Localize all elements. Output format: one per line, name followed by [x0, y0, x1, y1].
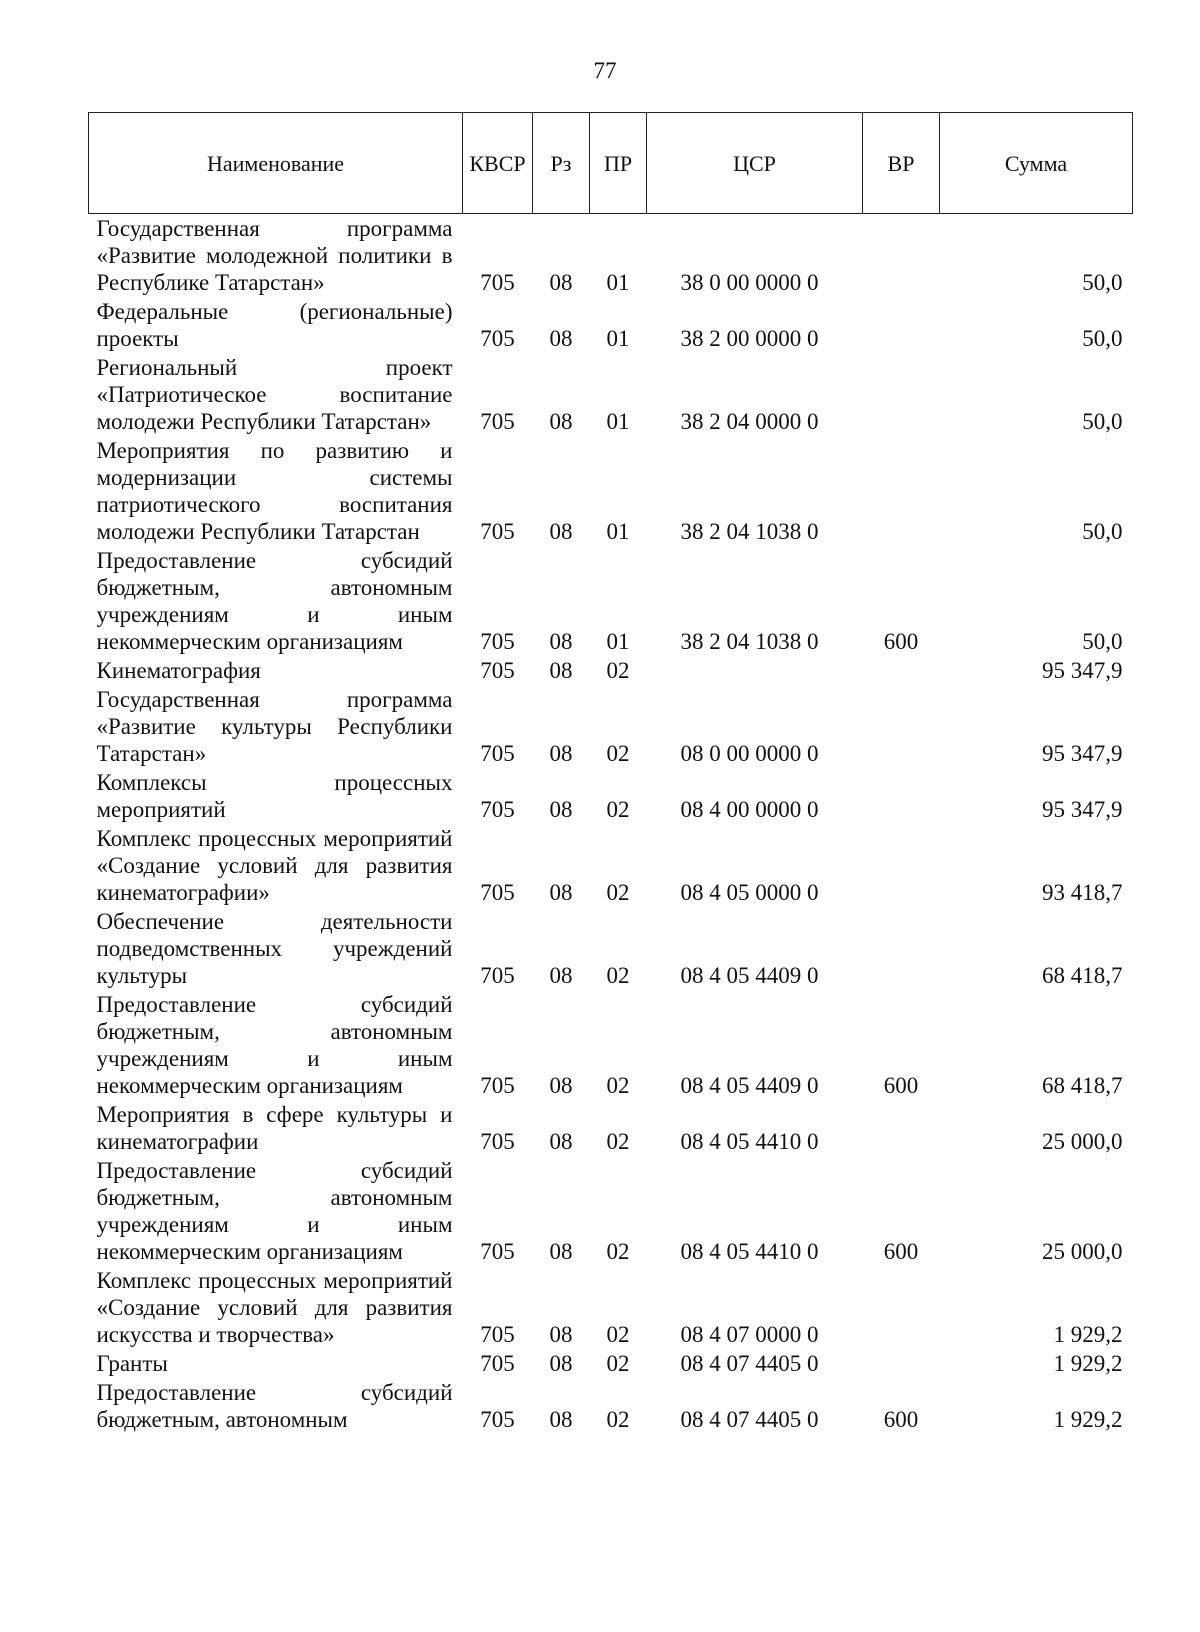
row-csr: 08 0 00 0000 0: [680, 741, 819, 766]
row-rz: 08: [549, 1351, 573, 1376]
row-rz: 08: [549, 658, 573, 683]
row-name: Кинематография: [96, 658, 261, 683]
row-csr: 38 2 00 0000 0: [680, 326, 819, 351]
row-csr: [647, 656, 863, 685]
row-vr: [863, 1266, 940, 1349]
row-kvsr: 705: [480, 270, 515, 295]
row-csr: 08 4 05 0000 0: [680, 880, 819, 905]
table-row: [89, 1156, 1133, 1266]
row-sum: 1 929,2: [1053, 1351, 1123, 1376]
row-pr: 01: [606, 270, 630, 295]
row-name: Предоставление субсидий бюджетным, автономным учреждениям и иным некоммерческим организациям: [96, 548, 453, 654]
row-kvsr: 705: [480, 1351, 515, 1376]
header-pr: ПР: [590, 113, 647, 214]
row-kvsr: 705: [480, 1239, 515, 1264]
row-sum: 95 347,9: [1042, 658, 1123, 683]
row-pr: 01: [606, 326, 630, 351]
row-pr: 01: [606, 629, 630, 654]
row-kvsr: 705: [480, 629, 515, 654]
row-sum: 50,0: [1082, 629, 1123, 654]
table-row: [89, 546, 1133, 656]
row-name: Предоставление субсидий бюджетным, автономным: [96, 1380, 453, 1432]
row-csr: 08 4 05 4409 0: [680, 963, 819, 988]
row-vr: [863, 685, 940, 768]
table-body: [89, 214, 1133, 1435]
row-rz: 08: [549, 1073, 573, 1098]
row-name: Государственная программа «Развитие культуры Республики Татарстан»: [96, 687, 453, 766]
row-vr: 600: [883, 1407, 919, 1432]
header-row: [89, 113, 1133, 214]
table-row: [89, 1266, 1133, 1349]
row-vr: 600: [883, 629, 919, 654]
row-csr: 08 4 07 4405 0: [680, 1351, 819, 1376]
row-sum: 25 000,0: [1042, 1239, 1123, 1264]
row-name: Предоставление субсидий бюджетным, автономным учреждениям и иным некоммерческим организациям: [96, 992, 453, 1098]
table-row: [89, 214, 1133, 298]
row-csr: 08 4 07 4405 0: [680, 1407, 819, 1432]
row-csr: 08 4 05 4410 0: [680, 1239, 819, 1264]
row-csr: 08 4 05 4409 0: [680, 1073, 819, 1098]
row-pr: 02: [606, 963, 630, 988]
row-name: Предоставление субсидий бюджетным, автономным учреждениям и иным некоммерческим организациям: [96, 1158, 453, 1264]
row-sum: 68 418,7: [1042, 1073, 1123, 1098]
row-vr: [863, 436, 940, 546]
table-row: [89, 907, 1133, 990]
row-vr: [863, 907, 940, 990]
row-csr: 08 4 07 0000 0: [680, 1322, 819, 1347]
row-kvsr: 705: [480, 797, 515, 822]
header-csr: ЦСР: [647, 113, 863, 214]
row-csr: 08 4 05 4410 0: [680, 1129, 819, 1154]
row-name: Обеспечение деятельности подведомственных учреждений культуры: [96, 909, 453, 988]
row-rz: 08: [549, 519, 573, 544]
table-row: [89, 824, 1133, 907]
row-vr: [863, 297, 940, 353]
table-row: [89, 1100, 1133, 1156]
row-name: Федеральные (региональные) проекты: [96, 299, 453, 351]
table-header: [89, 113, 1133, 214]
row-pr: 02: [606, 1351, 630, 1376]
table-row: [89, 685, 1133, 768]
header-rz: Рз: [533, 113, 590, 214]
table-row: [89, 656, 1133, 685]
row-kvsr: 705: [480, 1129, 515, 1154]
row-vr: 600: [883, 1239, 919, 1264]
row-sum: 50,0: [1082, 270, 1123, 295]
row-kvsr: 705: [480, 1073, 515, 1098]
header-name: Наименование: [89, 113, 463, 214]
row-kvsr: 705: [480, 519, 515, 544]
row-name: Комплексы процессных мероприятий: [96, 770, 453, 822]
row-pr: 02: [606, 1073, 630, 1098]
row-pr: 02: [606, 1322, 630, 1347]
row-name: Гранты: [96, 1351, 168, 1376]
row-sum: 50,0: [1082, 326, 1123, 351]
row-kvsr: 705: [480, 409, 515, 434]
row-sum: 93 418,7: [1042, 880, 1123, 905]
row-pr: 02: [606, 1407, 630, 1432]
row-pr: 01: [606, 409, 630, 434]
row-vr: [863, 768, 940, 824]
row-rz: 08: [549, 629, 573, 654]
row-pr: 02: [606, 797, 630, 822]
row-pr: 02: [606, 1239, 630, 1264]
row-pr: 02: [606, 880, 630, 905]
row-name: Государственная программа «Развитие молодежной политики в Республике Татарстан»: [96, 216, 453, 295]
row-kvsr: 705: [480, 963, 515, 988]
row-kvsr: 705: [480, 326, 515, 351]
row-csr: 38 0 00 0000 0: [680, 270, 819, 295]
row-sum: 95 347,9: [1042, 797, 1123, 822]
header-vr: ВР: [863, 113, 940, 214]
row-csr: 38 2 04 0000 0: [680, 409, 819, 434]
row-sum: 1 929,2: [1053, 1407, 1123, 1432]
row-vr: [863, 656, 940, 685]
row-kvsr: 705: [480, 880, 515, 905]
page-number: 77: [593, 58, 617, 83]
row-kvsr: 705: [480, 1322, 515, 1347]
row-rz: 08: [549, 1407, 573, 1432]
row-rz: 08: [549, 1322, 573, 1347]
table-row: [89, 436, 1133, 546]
table-row: [89, 1378, 1133, 1434]
row-sum: 68 418,7: [1042, 963, 1123, 988]
row-name: Региональный проект «Патриотическое воспитание молодежи Республики Татарстан»: [96, 355, 453, 434]
row-kvsr: 705: [480, 1407, 515, 1432]
header-sum: Сумма: [940, 113, 1133, 214]
row-rz: 08: [549, 741, 573, 766]
row-rz: 08: [549, 409, 573, 434]
table-row: [89, 990, 1133, 1100]
row-vr: [863, 824, 940, 907]
row-vr: [863, 214, 940, 298]
row-name: Мероприятия по развитию и модернизации системы патриотического воспитания молодежи Республики Татарстан: [96, 438, 453, 544]
row-rz: 08: [549, 880, 573, 905]
table-row: [89, 768, 1133, 824]
row-rz: 08: [549, 1129, 573, 1154]
row-kvsr: 705: [480, 658, 515, 683]
row-pr: 02: [606, 1129, 630, 1154]
row-sum: 50,0: [1082, 519, 1123, 544]
row-csr: 38 2 04 1038 0: [680, 629, 819, 654]
row-name: Комплекс процессных мероприятий «Создание условий для развития искусства и творчества»: [96, 1268, 453, 1347]
row-vr: [863, 353, 940, 436]
header-kvsr: КВСР: [463, 113, 533, 214]
budget-table: [88, 112, 1133, 1434]
row-sum: 95 347,9: [1042, 741, 1123, 766]
row-name: Мероприятия в сфере культуры и кинематографии: [96, 1102, 453, 1154]
row-sum: 1 929,2: [1053, 1322, 1123, 1347]
row-rz: 08: [549, 963, 573, 988]
row-vr: [863, 1100, 940, 1156]
table-row: [89, 297, 1133, 353]
row-kvsr: 705: [480, 741, 515, 766]
row-rz: 08: [549, 326, 573, 351]
row-sum: 25 000,0: [1042, 1129, 1123, 1154]
table-row: [89, 353, 1133, 436]
row-pr: 01: [606, 519, 630, 544]
row-vr: 600: [883, 1073, 919, 1098]
table-row: [89, 1349, 1133, 1378]
row-pr: 02: [606, 658, 630, 683]
row-rz: 08: [549, 270, 573, 295]
row-vr: [863, 1349, 940, 1378]
row-csr: 38 2 04 1038 0: [680, 519, 819, 544]
row-sum: 50,0: [1082, 409, 1123, 434]
row-pr: 02: [606, 741, 630, 766]
row-rz: 08: [549, 797, 573, 822]
row-rz: 08: [549, 1239, 573, 1264]
row-name: Комплекс процессных мероприятий «Создание условий для развития кинематографии»: [96, 826, 453, 905]
row-csr: 08 4 00 0000 0: [680, 797, 819, 822]
